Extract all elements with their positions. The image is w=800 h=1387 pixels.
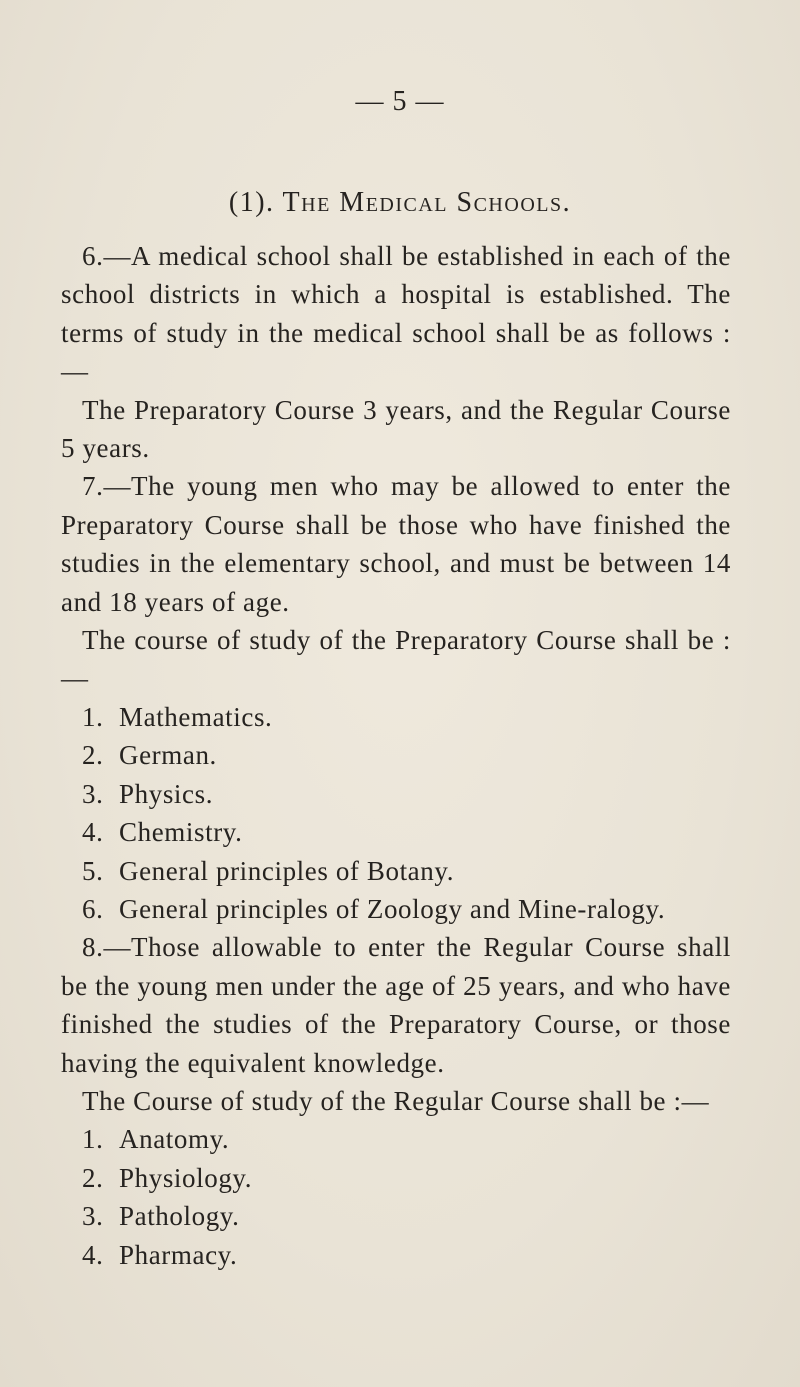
list-item-text: German. (119, 740, 217, 771)
paragraph-7: 7.—The young men who may be allowed to enter the Preparatory Course shall be those who have finished the studies in the elementary school, and must be between 14 and 18 years of age. (61, 471, 731, 617)
list-item-text: Anatomy. (119, 1124, 230, 1155)
list-item-text: General principles of Zoology and Mine-ralogy. (119, 893, 666, 924)
preparatory-subject-list (61, 698, 731, 928)
document-body (61, 237, 731, 1274)
list-item-number: 3. (82, 1201, 104, 1232)
paragraph-preparatory-intro: The course of study of the Preparatory Course shall be :— (61, 625, 731, 694)
list-item-text: Mathematics. (119, 701, 273, 732)
section-heading: (1). The Medical Schools. (228, 187, 572, 218)
list-item-text: Chemistry. (119, 817, 243, 848)
list-item-text: Physiology. (119, 1162, 253, 1193)
paragraph-8: 8.—Those allowable to enter the Regular Course shall be the young men under the age of 25 years, and who have finished the studies of the Preparatory Course, or those having the equivalent knowledge. (61, 932, 731, 1078)
list-item-number: 2. (82, 1162, 104, 1193)
list-item-number: 1. (82, 701, 104, 732)
paragraph-6: 6.—A medical school shall be established in each of the school districts in which a hospital is established. The terms of study in the medical school shall be as follows :— (61, 241, 731, 387)
list-item (61, 736, 731, 774)
list-item-number: 4. (82, 1239, 104, 1270)
list-item (61, 1159, 731, 1197)
paragraph-course-duration: The Preparatory Course 3 years, and the Regular Course 5 years. (61, 394, 731, 464)
list-item-number: 6. (82, 893, 104, 924)
list-item (61, 813, 731, 851)
list-item (61, 890, 731, 928)
list-item-text: Pharmacy. (119, 1239, 238, 1270)
list-item-number: 1. (82, 1124, 104, 1155)
list-item-number: 2. (82, 740, 104, 771)
list-item (61, 852, 731, 890)
list-item (61, 775, 731, 813)
regular-subject-list (61, 1120, 731, 1274)
list-item-number: 5. (82, 855, 104, 886)
list-item-text: General principles of Botany. (119, 855, 455, 886)
list-item-number: 4. (82, 817, 104, 848)
list-item (61, 1236, 731, 1274)
list-item-text: Physics. (119, 778, 214, 809)
page-number: — 5 — (355, 86, 445, 117)
list-item-text: Pathology. (119, 1201, 240, 1232)
list-item (61, 698, 731, 736)
list-item-number: 3. (82, 778, 104, 809)
paragraph-regular-intro: The Course of study of the Regular Course shall be :— (82, 1085, 710, 1116)
list-item (61, 1197, 731, 1235)
list-item (61, 1120, 731, 1158)
